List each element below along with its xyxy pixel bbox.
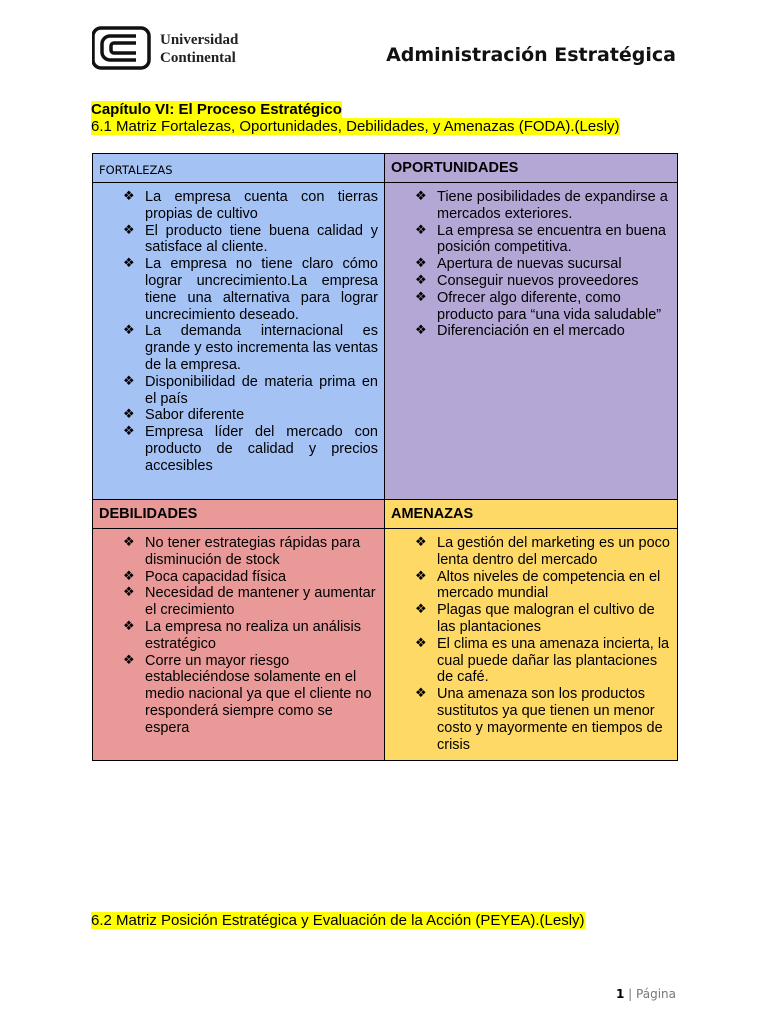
list-item-text: La empresa no realiza un análisis estratégico xyxy=(145,618,362,652)
diamond-bullet-icon: ❖ xyxy=(123,568,135,584)
list-item xyxy=(391,256,671,273)
list-item xyxy=(391,223,671,257)
list-item-text: Necesidad de mantener y aumentar el crecimiento xyxy=(145,585,376,619)
fortalezas-header: FORTALEZAS xyxy=(93,154,385,183)
list-item xyxy=(99,256,378,323)
diamond-bullet-icon: ❖ xyxy=(415,568,427,584)
diamond-bullet-icon: ❖ xyxy=(415,272,427,288)
list-item xyxy=(391,273,671,290)
foda-header-row-top xyxy=(93,154,678,183)
chapter-title: Capítulo VI: El Proceso Estratégico xyxy=(91,101,342,118)
list-item-text: Apertura de nuevas sucursal xyxy=(437,256,622,273)
list-item xyxy=(99,223,378,257)
amenazas-cell xyxy=(385,529,678,761)
list-item xyxy=(391,323,671,340)
list-item-text: Poca capacidad física xyxy=(145,568,287,585)
list-item-text: Ofrecer algo diferente, como producto para “una vida saludable” xyxy=(437,289,662,323)
list-item-text: Plagas que malogran el cultivo de las plantaciones xyxy=(437,602,655,635)
list-item-text: Disponibilidad de materia prima en el país xyxy=(145,373,378,407)
diamond-bullet-icon: ❖ xyxy=(415,189,427,204)
diamond-bullet-icon: ❖ xyxy=(415,535,427,550)
diamond-bullet-icon: ❖ xyxy=(415,289,427,305)
page-number: 1 xyxy=(615,987,625,1001)
diamond-bullet-icon: ❖ xyxy=(123,407,135,423)
section-6-2-title: 6.2 Matriz Posición Estratégica y Evaluación de la Acción (PEYEA).(Lesly) xyxy=(91,912,585,929)
foda-content-row-bottom xyxy=(93,529,678,761)
logo-line-2: Continental xyxy=(160,50,236,66)
list-item xyxy=(391,602,671,636)
fortalezas-list xyxy=(93,183,384,479)
diamond-bullet-icon: ❖ xyxy=(123,189,135,204)
list-item-text: Corre un mayor riesgo estableciéndose solamente en el medio nacional ya que el cliente no responderá siempre como se espera xyxy=(145,652,372,736)
page-footer xyxy=(616,987,676,1001)
list-item xyxy=(99,323,378,373)
diamond-bullet-icon: ❖ xyxy=(123,424,135,440)
amenazas-list xyxy=(385,529,677,757)
diamond-bullet-icon: ❖ xyxy=(123,256,135,272)
logo-text xyxy=(160,31,238,67)
diamond-bullet-icon: ❖ xyxy=(123,652,135,668)
diamond-bullet-icon: ❖ xyxy=(415,635,427,651)
oportunidades-header: OPORTUNIDADES xyxy=(385,154,678,183)
list-item xyxy=(99,535,378,569)
list-item xyxy=(99,189,378,223)
logo-line-1: Universidad xyxy=(160,32,239,48)
list-item xyxy=(391,290,671,324)
footer-separator: | xyxy=(628,987,633,1001)
oportunidades-list xyxy=(385,183,677,344)
list-item-text: Conseguir nuevos proveedores xyxy=(437,272,639,289)
list-item xyxy=(99,407,378,424)
debilidades-cell xyxy=(93,529,385,761)
diamond-bullet-icon: ❖ xyxy=(415,222,427,238)
list-item-text: La empresa se encuentra en buena posición competitiva. xyxy=(437,222,666,256)
list-item-text: El clima es una amenaza incierta, la cual puede dañar las plantaciones de café. xyxy=(437,635,670,686)
diamond-bullet-icon: ❖ xyxy=(415,256,427,272)
list-item-text: La empresa no tiene claro cómo lograr uncrecimiento.La empresa tiene una alternativa para lograr uncrecimiento deseado. xyxy=(145,256,378,323)
chapter-heading xyxy=(91,101,620,135)
oportunidades-cell xyxy=(385,183,678,500)
diamond-bullet-icon: ❖ xyxy=(123,585,135,601)
list-item xyxy=(99,619,378,653)
diamond-bullet-icon: ❖ xyxy=(415,323,427,339)
list-item xyxy=(99,569,378,586)
list-item-text: Altos niveles de competencia en el mercado mundial xyxy=(437,568,661,602)
list-item xyxy=(391,189,671,223)
foda-matrix xyxy=(92,153,678,761)
diamond-bullet-icon: ❖ xyxy=(415,686,427,702)
debilidades-header: DEBILIDADES xyxy=(93,500,385,529)
debilidades-list xyxy=(93,529,384,741)
amenazas-header: AMENAZAS xyxy=(385,500,678,529)
document-title: Administración Estratégica xyxy=(386,44,676,66)
list-item-text: No tener estrategias rápidas para disminución de stock xyxy=(145,535,361,568)
diamond-bullet-icon: ❖ xyxy=(123,222,135,238)
diamond-bullet-icon: ❖ xyxy=(123,618,135,634)
diamond-bullet-icon: ❖ xyxy=(123,535,135,550)
list-item-text: Empresa líder del mercado con producto de calidad y precios accesibles xyxy=(145,424,378,474)
list-item xyxy=(99,374,378,408)
section-6-1-title: 6.1 Matriz Fortalezas, Oportunidades, Debilidades, y Amenazas (FODA).(Lesly) xyxy=(91,118,620,135)
list-item-text: Tiene posibilidades de expandirse a mercados exteriores. xyxy=(437,189,668,222)
page-label: Página xyxy=(636,987,676,1001)
list-item-text: La gestión del marketing es un poco lenta dentro del mercado xyxy=(437,535,670,568)
foda-content-row-top xyxy=(93,183,678,500)
list-item xyxy=(391,686,671,753)
diamond-bullet-icon: ❖ xyxy=(123,323,135,339)
list-item-text: La empresa cuenta con tierras propias de cultivo xyxy=(145,189,378,222)
diamond-bullet-icon: ❖ xyxy=(123,373,135,389)
list-item-text: Sabor diferente xyxy=(145,407,245,424)
list-item-text: Diferenciación en el mercado xyxy=(437,323,625,340)
list-item xyxy=(99,653,378,737)
list-item xyxy=(391,535,671,569)
list-item-text: La demanda internacional es grande y esto incrementa las ventas de la empresa. xyxy=(145,323,378,373)
list-item xyxy=(391,636,671,686)
list-item-text: El producto tiene buena calidad y satisface al cliente. xyxy=(145,222,378,256)
list-item-text: Una amenaza son los productos sustitutos ya que tienen un menor costo y mayormente en tiempos de crisis xyxy=(437,686,663,753)
list-item xyxy=(99,585,378,619)
list-item xyxy=(99,424,378,474)
diamond-bullet-icon: ❖ xyxy=(415,602,427,618)
foda-header-row-bottom xyxy=(93,500,678,529)
list-item xyxy=(391,569,671,603)
fortalezas-cell xyxy=(93,183,385,500)
